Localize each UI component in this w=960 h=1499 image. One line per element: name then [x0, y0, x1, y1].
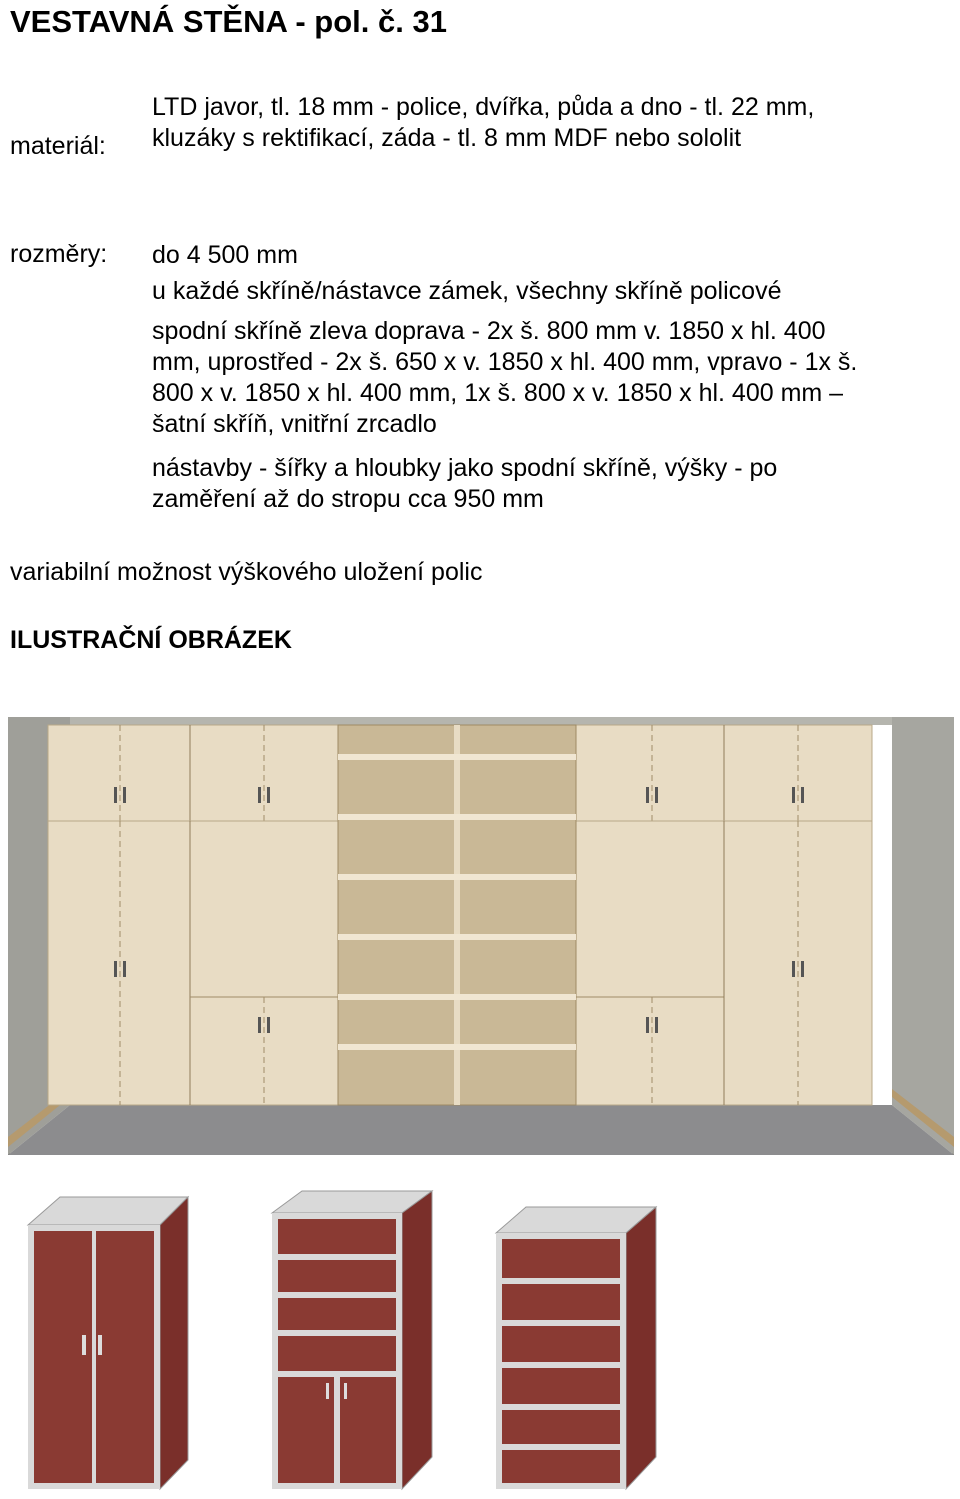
lower-units-text [152, 316, 942, 440]
material-line: LTD javor, tl. 18 mm - police, dvířka, půda a dno - tl. 22 mm, [152, 93, 815, 121]
dimensions-label: rozměry: [10, 240, 108, 268]
open-shelf-cabinet-sketch [496, 1207, 656, 1489]
page-title: VESTAVNÁ STĚNA - pol. č. 31 [10, 4, 447, 39]
lower-units-line: šatní skříň, vnitřní zrcadlo [152, 410, 437, 438]
top-units-line: nástavby - šířky a hloubky jako spodní skříně, výšky - po [152, 454, 778, 482]
cabinet-sketches [0, 1185, 960, 1499]
top-units-line: zaměření až do stropu cca 950 mm [152, 485, 544, 513]
material-label: materiál: [10, 132, 106, 160]
lower-units-line: spodní skříně zleva doprava - 2x š. 800 mm v. 1850 x hl. 400 [152, 317, 826, 345]
shelf-note: variabilní možnost výškového uložení polic [10, 558, 483, 586]
top-units-text [152, 453, 942, 515]
material-line: kluzáky s rektifikací, záda - tl. 8 mm MDF nebo sololit [152, 124, 742, 152]
shelf-cabinet-with-doors-sketch [272, 1191, 432, 1489]
material-text [152, 92, 942, 154]
wall-unit-illustration [8, 717, 954, 1155]
wardrobe-sketch [28, 1197, 188, 1489]
lock-note: u každé skříně/nástavce zámek, všechny skříně policové [152, 277, 782, 305]
lower-units-line: 800 x v. 1850 x hl. 400 mm, 1x š. 800 x v. 1850 x hl. 400 mm – [152, 379, 844, 407]
illustration-caption: ILUSTRAČNÍ OBRÁZEK [10, 626, 292, 654]
dimensions-max: do 4 500 mm [152, 241, 298, 269]
lower-units-line: mm, uprostřed - 2x š. 650 x v. 1850 x hl. 400 mm, vpravo - 1x š. [152, 348, 858, 376]
